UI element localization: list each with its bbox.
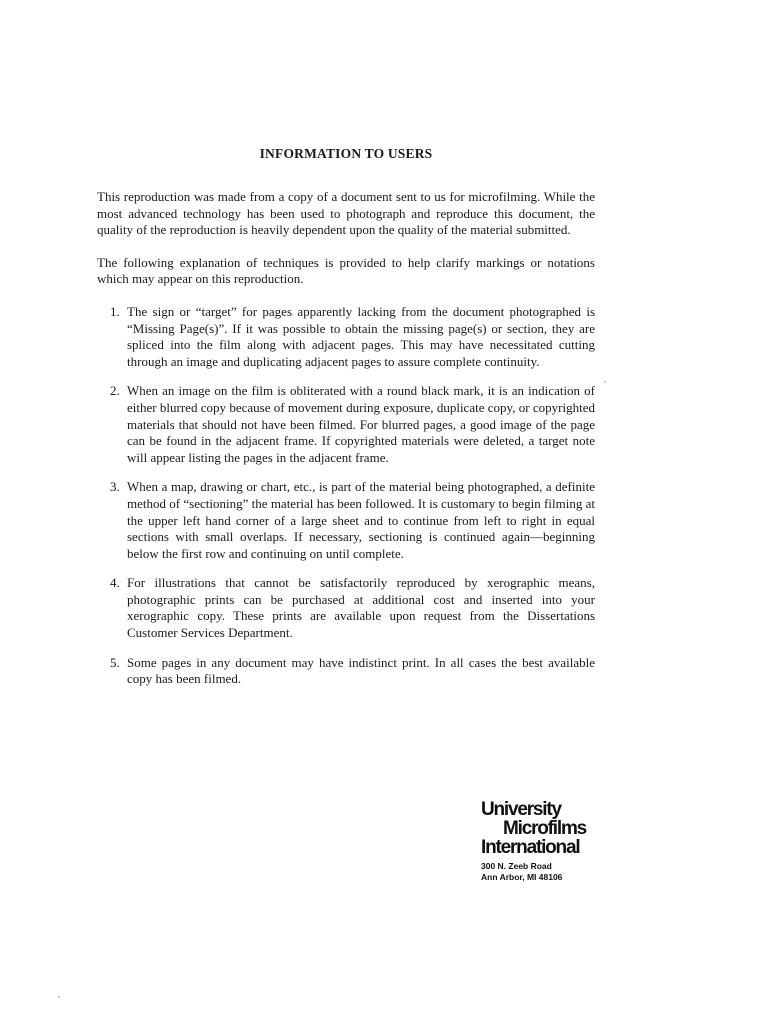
list-item-text: When an image on the film is obliterated with a round black mark, it is an indication of either blurred copy because of movement during exposure, duplicate copy, or copyrighted materials that should not have been filmed. For blurred pages, a good image of the page can be found in the adjacent frame. If copyrighted materials were deleted, a target note will appear listing the pages in the adjacent frame. [127,383,595,465]
list-item [97,575,595,641]
list-item-text: For illustrations that cannot be satisfactorily reproduced by xerographic means, photographic prints can be purchased at additional cost and inserted into your xerographic copy. These prints are available upon request from the Dissertations Customer Services Department. [127,575,595,641]
list-item-text: The sign or “target” for pages apparently lacking from the document photographed is “Missing Page(s)”. If it was possible to obtain the missing page(s) or section, they are spliced into the film along with adjacent pages. This may have necessitated cutting through an image and duplicating adjacent pages to assure complete continuity. [127,303,595,369]
logo-line-international: International [481,837,580,858]
intro-paragraph: This reproduction was made from a copy of a document sent to us for microfilming. While the most advanced technology has been used to photograph and reproduce this document, the quality of the reproduction is heavily dependent upon the quality of the material submitted. [97,189,595,238]
list-item [97,383,595,466]
list-item-number: 5. [110,654,120,670]
document-body [97,146,595,701]
list-item-number: 1. [110,303,120,319]
umi-logo [481,800,586,857]
list-item-number: 3. [110,479,120,495]
scan-speck [604,381,606,383]
list-item-text: When a map, drawing or chart, etc., is part of the material being photographed, a definite method of “sectioning” the material has been followed. It is customary to begin filming at the upper left hand corner of a large sheet and to continue from left to right in equal sections with small overlaps. If necessary, sectioning is continued again—beginning below the first row and continuing on until complete. [127,479,595,561]
explanation-paragraph: The following explanation of techniques is provided to help clarify markings or notations which may appear on this reproduction. [97,254,595,287]
list-item-number: 2. [110,383,120,399]
publisher-address [481,861,562,882]
page-title: INFORMATION TO USERS [259,146,433,161]
scan-speck [58,996,60,998]
list-item [97,479,595,562]
address-street: 300 N. Zeeb Road [481,861,552,871]
list-item [97,304,595,370]
list-item-text: Some pages in any document may have indistinct print. In all cases the best available copy has been filmed. [127,654,595,687]
logo-line-microfilms: Microfilms [503,818,587,839]
notes-list [97,304,595,688]
list-item-number: 4. [110,575,120,591]
list-item [97,655,595,688]
logo-line-university: University [481,799,561,820]
address-city: Ann Arbor, MI 48106 [481,871,563,882]
